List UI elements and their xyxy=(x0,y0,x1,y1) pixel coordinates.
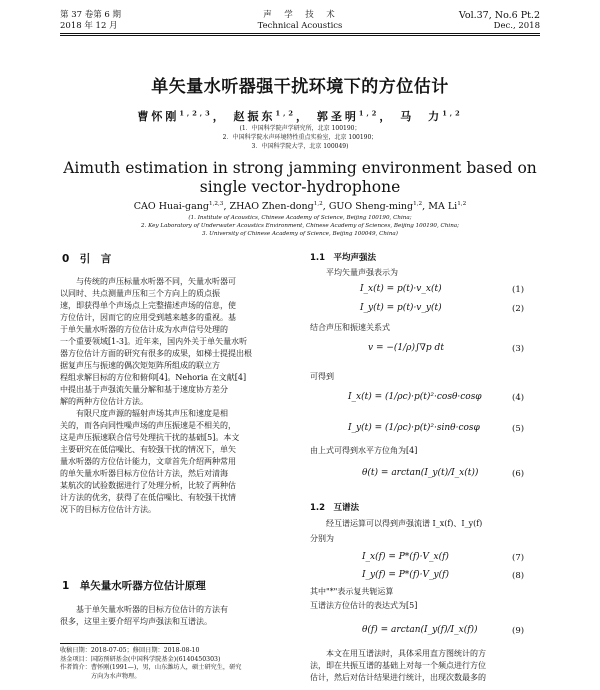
equation-1-number: (1) xyxy=(512,285,525,295)
equation-9-number: (9) xyxy=(512,626,525,636)
affiliation-cn-3: 3．中国科学院大学，北京 100049) xyxy=(251,143,349,150)
text-line: 这是声压振速联合信号处理抗干扰的基础[5]。本文 xyxy=(60,433,240,442)
text-line: 据复声压与振速的偶次矩矩阵所组成的联立方 xyxy=(60,361,220,370)
equation-6: θ(t) = arctan(I_y(t)/I_x(t)) xyxy=(362,468,479,478)
equation-7: I_x(f) = P*(f)·V_x(f) xyxy=(362,552,449,562)
text-line: 法，即在共振互谱的基础上对每一个频点进行方位 xyxy=(310,661,486,670)
text-line: 于单矢量水听器的方位估计成为水声信号处理的 xyxy=(60,325,228,334)
cross-paragraph-line-2: 分别为 xyxy=(310,534,334,543)
cross-est-label: 互谱法方位估计的表达式为[5] xyxy=(310,601,418,610)
equation-6-number: (6) xyxy=(512,469,525,479)
equation-5: I_y(t) = (1/ρc)·p(t)²·sinθ·cosφ xyxy=(348,423,480,433)
subsection-1-1-heading: 1.1 平均声强法 xyxy=(310,253,377,263)
header-rule xyxy=(60,33,540,34)
title-en-line2: single vector-hydrophone xyxy=(199,178,401,196)
text-line: 以同时、共点测量声压和三个方向上的质点振 xyxy=(60,289,220,298)
closing-paragraph xyxy=(310,648,540,684)
equation-2: I_y(t) = p(t)·v_y(t) xyxy=(360,303,442,313)
affiliation-cn-2: 2．中国科学院水声环境特性重点实验室，北京 100190； xyxy=(222,134,378,141)
header-volume: 第 37 卷第 6 期 xyxy=(60,10,122,20)
text-line: 量水听器的方位估计能力，文章首先介绍两种常用 xyxy=(60,457,236,466)
text-line: 速，即获得单个声场点上完整描述声场的信息，使 xyxy=(60,301,236,310)
affiliation-en-2: 2. Key Laboratory of Underwater Acoustics Environment, Chinese Academy of Sciences, Beijing 100190, China; xyxy=(140,223,460,229)
footnote-author: 作者简介：曹怀刚(1991—)，男，山东潍坊人，硕士研究生，研究 xyxy=(60,664,242,671)
footnote-funding: 基金项目：国防预研基金(中国科学院基金)(6140450303) xyxy=(60,655,221,663)
title-cn: 单矢量水听器强干扰环境下的方位估计 xyxy=(151,77,449,97)
header-date: 2018 年 12 月 xyxy=(60,21,118,31)
text-line: 中提出基于声强流矢量分解和基于速度协方差分 xyxy=(60,385,228,394)
text-line: 关的，而各向同性噪声场的声压振速是不相关的， xyxy=(60,421,236,430)
authors-cn: 曹怀刚$^{1,2,3}$， 赵振东$^{1,2}$， 郭圣明$^{1,2}$， 马 力$^{1,2}$ xyxy=(137,109,463,123)
text-line: 一个重要领域[1-3]。近年来，国内外关于单矢量水听 xyxy=(60,337,248,346)
star-label: 其中"*"表示复共轭运算 xyxy=(310,587,394,596)
affiliation-en-1: (1. Institute of Acoustics, Chinese Academy of Science, Beijing 100190, China; xyxy=(188,215,412,221)
text-line: 主要研究在低信噪比、有较强干扰的情况下，单矢 xyxy=(60,445,236,454)
affiliation-en-3: 3. University of Chinese Academy of Science, Beijing 100049, China) xyxy=(202,231,398,237)
text-line: 器方位估计方面的研究有很多的成果，如梯士提提出根 xyxy=(60,349,252,358)
text-line: 况下的目标方位估计方法。 xyxy=(60,505,156,514)
footnote-received: 收稿日期：2018-07-05；修回日期：2018-08-10 xyxy=(60,647,200,654)
get-label: 可得到 xyxy=(310,372,334,381)
footnote-author-cont: 方向为水声物理。 xyxy=(60,672,141,680)
equation-7-number: (7) xyxy=(512,553,525,563)
intro-paragraph-1 xyxy=(60,276,292,408)
affiliation-cn-1: (1．中国科学院声学研究所，北京 100190； xyxy=(239,125,361,132)
equation-4: I_x(t) = (1/ρc)·p(t)²·cosθ·cosφ xyxy=(348,392,482,402)
text-line: 某航次的试验数据进行了处理分析，比较了两种估 xyxy=(60,481,236,490)
equation-5-number: (5) xyxy=(512,424,525,434)
text-line: 有限尺度声源的辐射声场其声压和速度是相 xyxy=(76,409,228,418)
section-1-heading: 1 单矢量水听器方位估计原理 xyxy=(62,580,206,592)
equation-8-number: (8) xyxy=(512,571,525,581)
text-line: 估计，然后对估计结果进行统计，出现次数最多的 xyxy=(310,673,486,682)
section-0-heading: 0 引 言 xyxy=(62,253,112,265)
authors-en: CAO Huai-gang$^{1,2,3}$, ZHAO Zhen-dong$^{1,2}$, GUO Sheng-ming$^{1,2}$, MA Li$^{1,2}$ xyxy=(133,200,467,212)
title-en-line1: Aimuth estimation in strong jamming environment based on xyxy=(63,159,537,177)
text-line: 很多，这里主要介绍平均声强法和互谱法。 xyxy=(60,617,212,626)
header-rule-2 xyxy=(60,35,540,36)
footnote-rule xyxy=(60,643,180,644)
text-line: 程组求解目标的方位和俯仰[4]。Nehoria 在文献[4] xyxy=(60,373,247,382)
subsection-1-2-heading: 1.2 互谱法 xyxy=(310,503,360,513)
header-vol-en: Vol.37, No.6 Pt.2 xyxy=(458,10,540,21)
text-line: 计方法的优劣，获得了在低信噪比、有较强干扰情 xyxy=(60,493,236,502)
equation-3: v = −(1/ρ)∫∇p dt xyxy=(368,343,444,353)
combine-label: 结合声压和振速关系式 xyxy=(310,323,390,332)
header-journal-en: Technical Acoustics xyxy=(257,21,343,31)
section-1-paragraph xyxy=(60,604,292,628)
text-line: 的单矢量水听器目标方位估计方法，然后对清海 xyxy=(60,469,228,478)
from-label: 由上式可得到水平方位角为[4] xyxy=(310,446,418,455)
cross-paragraph-line-1: 经互谱运算可以得到声强流谱 I_x(f)、I_y(f) xyxy=(326,519,483,528)
avg-intensity-label: 平均矢量声强表示为 xyxy=(326,268,398,277)
text-line: 方位估计，因而它的应用受到越来越多的重视。基 xyxy=(60,313,236,322)
equation-9: θ(f) = arctan(I_y(f)/I_x(f)) xyxy=(362,625,478,635)
header-journal-cn: 声 学 技 术 xyxy=(263,10,337,20)
text-line: 基于单矢量水听器的目标方位估计的方法有 xyxy=(76,605,228,614)
text-line: 解的两种方位估计方法。 xyxy=(60,397,148,406)
equation-1: I_x(t) = p(t)·v_x(t) xyxy=(360,284,442,294)
header-date-en: Dec., 2018 xyxy=(493,21,540,31)
equation-2-number: (2) xyxy=(512,304,525,314)
text-line: 与传统的声压标量水听器不同，矢量水听器可 xyxy=(76,277,236,286)
equation-8: I_y(f) = P*(f)·V_y(f) xyxy=(362,570,449,580)
equation-4-number: (4) xyxy=(512,393,525,403)
intro-paragraph-2 xyxy=(60,408,292,516)
equation-3-number: (3) xyxy=(512,344,525,354)
text-line: 本文在用互谱法时，具体采用直方图统计的方 xyxy=(326,649,486,658)
